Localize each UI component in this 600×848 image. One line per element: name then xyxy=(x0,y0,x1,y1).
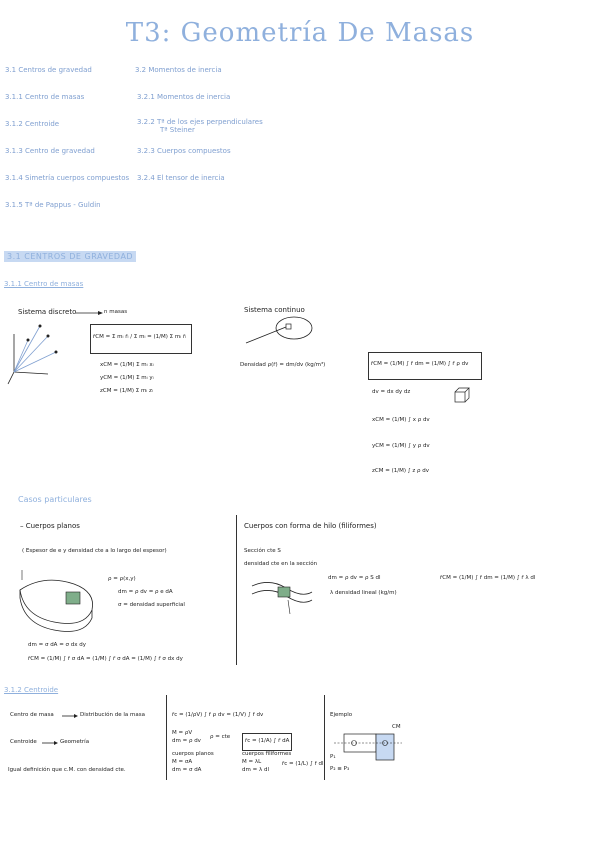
subsection-heading: 3.1.1 Centro de masas xyxy=(4,280,84,288)
centroid-f3: r̄c = (1/L) ∫ r̄ dl xyxy=(282,761,324,767)
centroid-l3: Igual definición que c.M. con densidad cte. xyxy=(8,767,126,773)
toc-item: 3.1.4 Simetría cuerpos compuestos xyxy=(5,174,130,182)
centroid-l2b: Geometría xyxy=(60,739,90,745)
toc-item: 3.2.4 El tensor de inercia xyxy=(137,174,225,182)
formula-dv: dv = dx dy dz xyxy=(372,389,411,395)
toc-item: 3.1.2 Centroide xyxy=(5,120,60,128)
continuous-label: Sistema continuo xyxy=(244,306,305,314)
formula-ycm: yCM = (1/M) Σ mᵢ yᵢ xyxy=(100,375,154,381)
plates-l5: r̄CM = (1/M) ∫ r̄ σ dA = (1/M) ∫ r̄ σ dA = (1/M) ∫ r̄ σ dx dy xyxy=(28,656,183,662)
formula-xcm: xCM = (1/M) Σ mᵢ xᵢ xyxy=(100,362,154,368)
wire-title: Cuerpos con forma de hilo (filiformes) xyxy=(244,522,377,530)
example-diagram xyxy=(330,728,410,764)
formula-cm-discrete: r̄CM = Σ mᵢ r̄ᵢ / Σ mᵢ = (1/M) Σ mᵢ r̄ᵢ xyxy=(93,334,187,340)
centroid-n6: dm = σ dA xyxy=(172,767,202,773)
plate-diagram xyxy=(14,570,104,632)
toc-item: 3.1.5 Tª de Pappus - Guldin xyxy=(5,201,101,209)
toc-item: 3.1 Centros de gravedad xyxy=(5,66,92,74)
density-formula: Densidad ρ(r̄) = dm/dv (kg/m³) xyxy=(240,362,326,368)
toc-item: 3.2.2 Tª de los ejes perpendiculares xyxy=(137,118,263,126)
toc-item: 3.1.3 Centro de gravedad xyxy=(5,147,95,155)
section-heading: 3.1 CENTROS DE GRAVEDAD xyxy=(4,252,136,261)
centroid-n5: M = σA xyxy=(172,759,193,765)
plates-l4: dm = σ dA = σ dx dy xyxy=(28,642,87,648)
centroid-n4: cuerpos planos xyxy=(172,751,214,757)
plates-note: ( Espesor de e y densidad cte a lo largo del espesor) xyxy=(22,548,167,554)
centroid-n9: dm = λ dl xyxy=(242,767,269,773)
divider xyxy=(166,695,167,780)
formula-cm-continuous: r̄CM = (1/M) ∫ r̄ dm = (1/M) ∫ r̄ ρ dv xyxy=(371,361,469,367)
plates-title: – Cuerpos planos xyxy=(20,522,80,530)
discrete-arrow-note: n masas xyxy=(104,309,128,315)
centroid-l2a: Centroide xyxy=(10,739,37,745)
plates-l3: σ = densidad superficial xyxy=(118,602,185,608)
centroid-f2: r̄c = (1/A) ∫ r̄ dA xyxy=(245,738,290,744)
plates-l1: ρ = ρ(x,y) xyxy=(108,576,136,582)
subsection-heading: 3.1.2 Centroide xyxy=(4,686,59,694)
wire-diagram xyxy=(250,574,314,618)
formula-ycm-cont: yCM = (1/M) ∫ y ρ dv xyxy=(372,443,430,449)
divider xyxy=(236,515,237,665)
arrow-icon xyxy=(62,713,80,719)
wire-l1: Sección cte S xyxy=(244,548,281,554)
toc-item: 3.2 Momentos de inercia xyxy=(135,66,222,74)
plates-l2: dm = ρ dv = ρ e dA xyxy=(118,589,173,595)
toc-item: 3.2.3 Cuerpos compuestos xyxy=(137,147,231,155)
wire-l3: dm = ρ dv = ρ S dl xyxy=(328,575,381,581)
page-title: T3: Geometría De Masas xyxy=(125,18,475,48)
formula-xcm-cont: xCM = (1/M) ∫ x ρ dv xyxy=(372,417,430,423)
volume-element-icon xyxy=(452,386,474,406)
centroid-l1a: Centro de masa xyxy=(10,712,54,718)
wire-l5: r̄CM = (1/M) ∫ r̄ dm = (1/M) ∫ r̄ λ dl xyxy=(440,575,536,581)
toc-item: 3.2.1 Momentos de inercia xyxy=(137,93,231,101)
example-p1: P₁ xyxy=(330,754,336,760)
continuous-body-diagram xyxy=(246,315,316,347)
toc-item: Tª Steiner xyxy=(160,126,195,134)
centroid-n7: cuerpos filiformes xyxy=(242,751,292,757)
formula-zcm: zCM = (1/M) Σ mᵢ zᵢ xyxy=(100,388,153,394)
centroid-n3: ρ = cte xyxy=(210,734,231,740)
example-p2: P₂ ≡ P₃ xyxy=(330,766,350,772)
arrow-icon xyxy=(42,740,60,746)
centroid-n2: dm = ρ dv xyxy=(172,738,201,744)
wire-l4: λ densidad lineal (kg/m) xyxy=(330,590,397,596)
centroid-n1: M = ρV xyxy=(172,730,193,736)
arrow-icon xyxy=(76,311,106,317)
discrete-label: Sistema discreto xyxy=(18,308,77,316)
centroid-f1: r̄c = (1/ρV) ∫ r̄ ρ dv = (1/V) ∫ r̄ dv xyxy=(172,712,264,718)
wire-l2: densidad cte en la sección xyxy=(244,561,318,567)
formula-zcm-cont: zCM = (1/M) ∫ z ρ dv xyxy=(372,468,429,474)
cases-heading: Casos particulares xyxy=(18,495,92,504)
discrete-system-diagram xyxy=(8,322,73,387)
centroid-l1b: Distribución de la masa xyxy=(80,712,145,718)
divider xyxy=(324,695,325,780)
toc-item: 3.1.1 Centro de masas xyxy=(5,93,85,101)
example-label: Ejemplo xyxy=(330,712,353,718)
example-cm: CM xyxy=(392,724,401,730)
centroid-n8: M = λL xyxy=(242,759,262,765)
